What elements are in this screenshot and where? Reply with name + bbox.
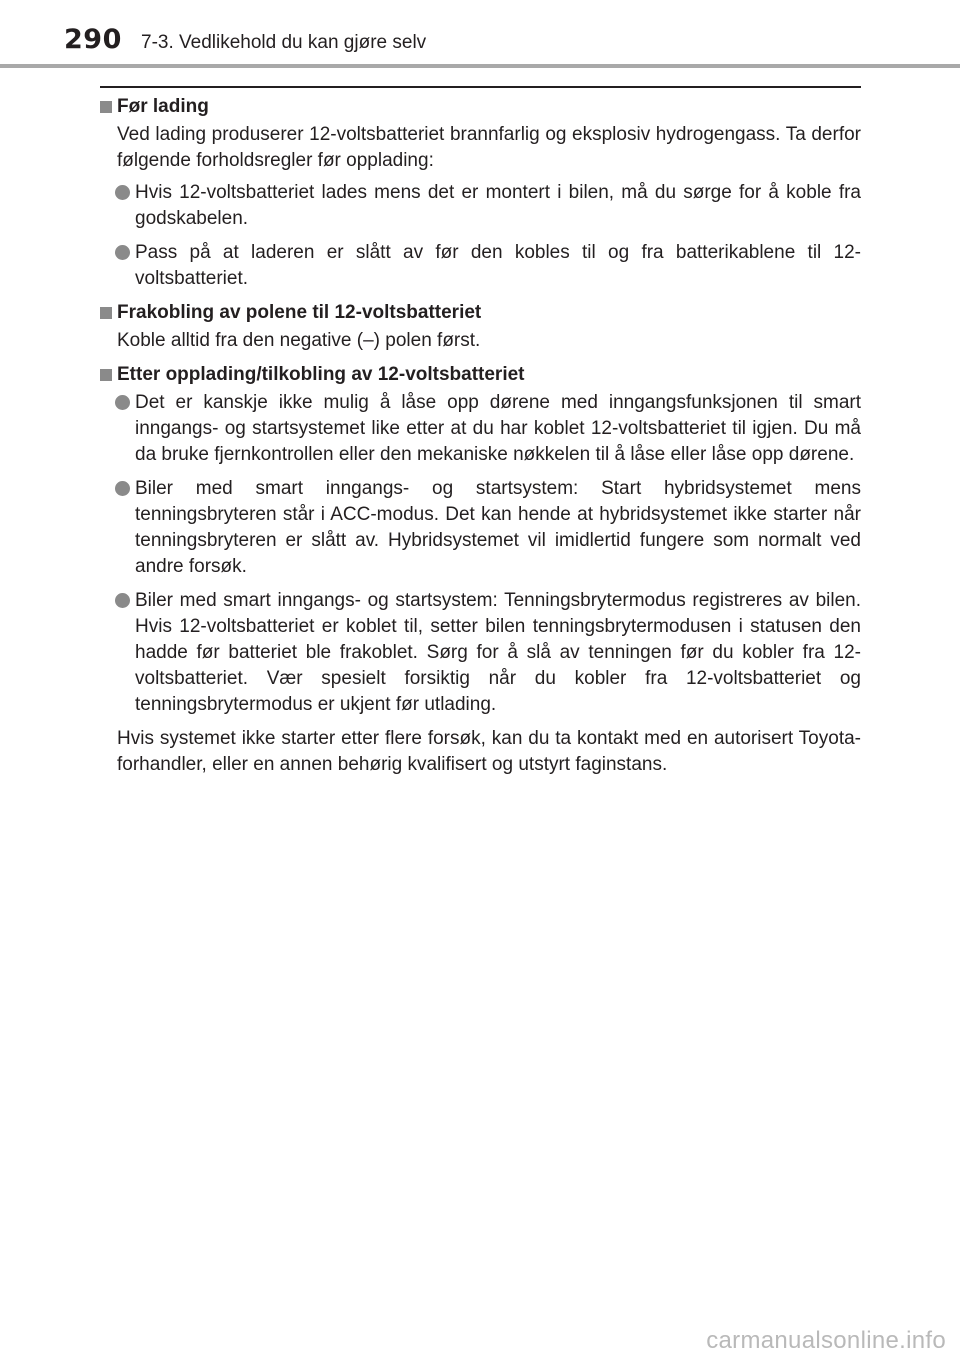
round-bullet-icon — [115, 481, 130, 496]
content-top-rule — [100, 86, 861, 88]
bullet-text: Hvis 12-voltsbatteriet lades mens det er montert i bilen, må du sørge for å koble fra godskabelen. — [135, 182, 861, 229]
bullet-item — [100, 180, 861, 232]
bullet-text: Pass på at laderen er slått av før den kobles til og fra batterikablene til 12-voltsbatteriet. — [135, 242, 861, 289]
bullet-text: Biler med smart inngangs- og startsystem: Tenningsbrytermodus registreres av bilen. Hvis 12-voltsbatteriet er koblet til, setter bilen tenningsbrytermodusen i statusen den hadde før batteriet ble frakoblet. Sørg for å slå av tenningen før du kobler fra 12-voltsbatteriet. Vær spesielt forsiktig når du kobler fra 12-voltsbatteriet og tenningsbrytermodus er ukjent før utlading. — [135, 590, 861, 715]
square-bullet-icon — [100, 101, 112, 113]
section-heading-text: Frakobling av polene til 12-voltsbatteriet — [117, 302, 482, 323]
bullet-text: Det er kanskje ikke mulig å låse opp dørene med inngangsfunksjonen til smart inngangs- og startsystemet like etter at du har koblet 12-voltsbatteriet til igjen. Du må da bruke fjernkontrollen eller den mekaniske nøkkelen til å låse eller låse opp dørene. — [135, 392, 861, 465]
bullet-item — [100, 240, 861, 292]
page-content — [100, 92, 861, 784]
header-rule — [0, 64, 960, 68]
paragraph: Koble alltid fra den negative (–) polen først. — [117, 330, 481, 351]
bullet-item — [100, 588, 861, 718]
bullet-text: Biler med smart inngangs- og startsystem: Start hybridsystemet mens tenningsbryteren står i ACC-modus. Det kan hende at hybridsystemet ikke starter når tenningsbryteren er slått av. Hybridsystemet vil imidlertid fungere som normalt ved andre forsøk. — [135, 478, 861, 577]
section-heading — [100, 94, 861, 120]
page-header — [0, 0, 960, 64]
round-bullet-icon — [115, 185, 130, 200]
section-heading — [100, 300, 861, 326]
section-heading-text: Etter opplading/tilkobling av 12-voltsbatteriet — [117, 364, 525, 385]
section-title: 7-3. Vedlikehold du kan gjøre selv — [141, 32, 427, 53]
closing-paragraph: Hvis systemet ikke starter etter flere forsøk, kan du ta kontakt med en autorisert Toyota-forhandler, eller en annen behørig kvalifisert og utstyrt faginstans. — [117, 728, 861, 775]
bullet-item — [100, 476, 861, 580]
square-bullet-icon — [100, 369, 112, 381]
section-heading-text: Før lading — [117, 96, 209, 117]
square-bullet-icon — [100, 307, 112, 319]
section-heading — [100, 362, 861, 388]
bullet-item — [100, 390, 861, 468]
paragraph: Ved lading produserer 12-voltsbatteriet brannfarlig og eksplosiv hydrogengass. Ta derfor følgende forholdsregler før opplading: — [117, 124, 861, 171]
watermark: carmanualsonline.info — [706, 1327, 946, 1354]
round-bullet-icon — [115, 395, 130, 410]
round-bullet-icon — [115, 593, 130, 608]
page-number: 290 — [64, 24, 122, 55]
round-bullet-icon — [115, 245, 130, 260]
